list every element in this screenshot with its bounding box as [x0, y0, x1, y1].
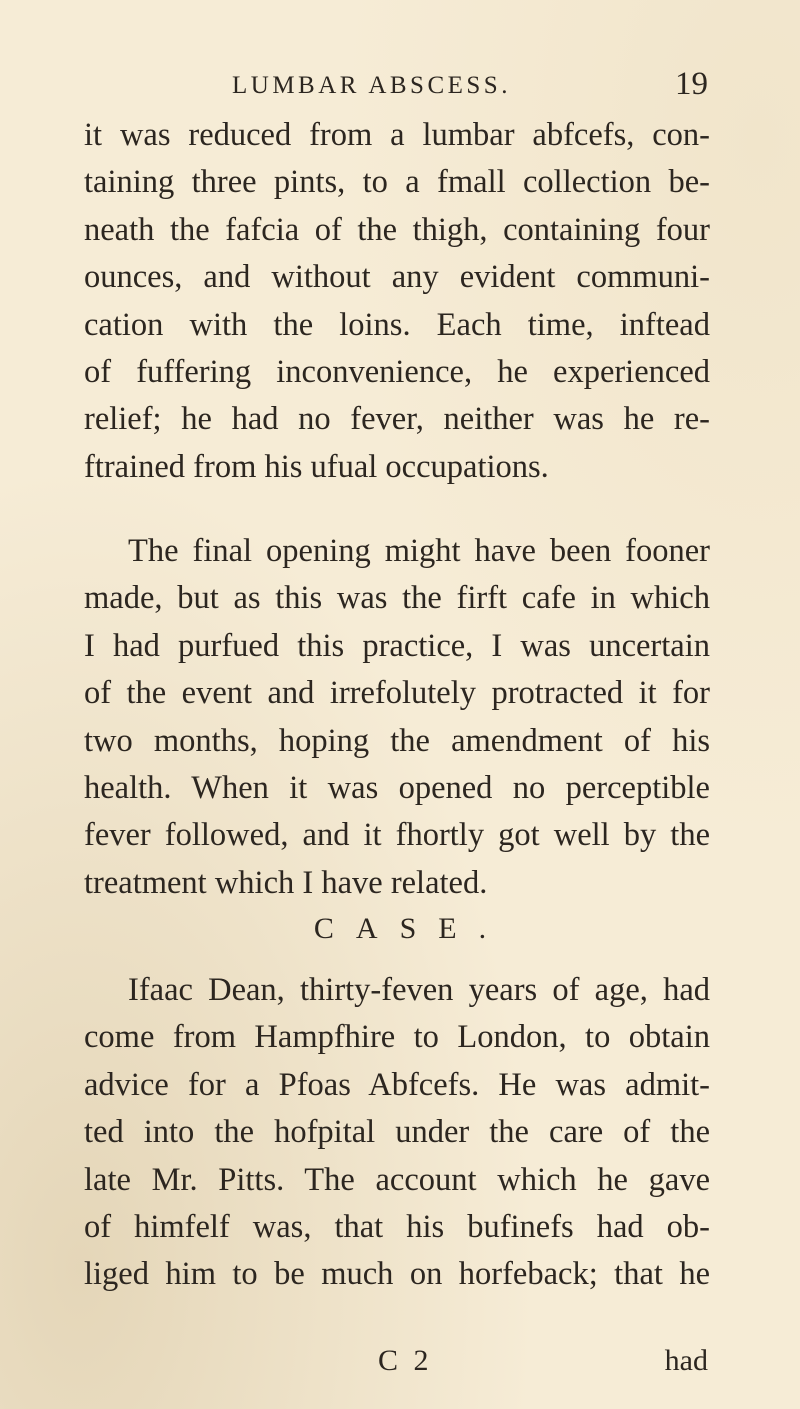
text-line: cation with the loins. Each time, inftead	[84, 306, 710, 343]
text-line: come from Hampfhire to London, to obtain	[84, 1019, 710, 1056]
signature-mark: C 2	[378, 1344, 433, 1377]
text-line: health. When it was opened no perceptible	[84, 769, 710, 806]
text-line: ounces, and without any evident communi-	[84, 259, 710, 296]
text-line: relief; he had no fever, neither was he re-	[84, 401, 710, 438]
text-line: of the event and irrefolutely protracted it for	[84, 675, 710, 712]
text-line: of himfelf was, that his bufinefs had ob-	[84, 1208, 710, 1245]
text-line: made, but as this was the firft cafe in which	[84, 580, 710, 617]
text-line: neath the fafcia of the thigh, containing four	[84, 211, 710, 248]
page-footer	[0, 1344, 800, 1390]
text-line: The final opening might have been fooner	[128, 533, 710, 569]
running-head	[0, 62, 800, 112]
text-line: of fuffering inconvenience, he experienced	[84, 353, 710, 390]
text-line: I had purfued this practice, I was uncertain	[84, 627, 710, 664]
text-line: two months, hoping the amendment of his	[84, 722, 710, 759]
text-line: fever followed, and it fhortly got well by the	[84, 817, 710, 854]
catchword: had	[664, 1344, 708, 1377]
paragraph-case	[84, 967, 710, 1299]
paragraph-continued	[84, 112, 710, 491]
text-line: ted into the hofpital under the care of the	[84, 1114, 710, 1151]
text-line: advice for a Pfoas Abfcefs. He was admit-	[84, 1066, 710, 1103]
text-line: late Mr. Pitts. The account which he gave	[84, 1161, 710, 1198]
text-line: ftrained from his ufual occupations.	[84, 448, 549, 485]
text-line: taining three pints, to a fmall collection be-	[84, 164, 710, 201]
paragraph-final-opening	[84, 528, 710, 907]
text-line: it was reduced from a lumbar abfcefs, con-	[84, 117, 710, 153]
running-head-title: LUMBAR ABSCESS.	[232, 72, 511, 99]
text-line: liged him to be much on horfeback; that he	[84, 1256, 710, 1293]
case-heading: CASE.	[313, 912, 509, 945]
text-line: treatment which I have related.	[84, 864, 488, 901]
page-number: 19	[675, 66, 708, 102]
text-line: Ifaac Dean, thirty-feven years of age, had	[128, 972, 710, 1008]
